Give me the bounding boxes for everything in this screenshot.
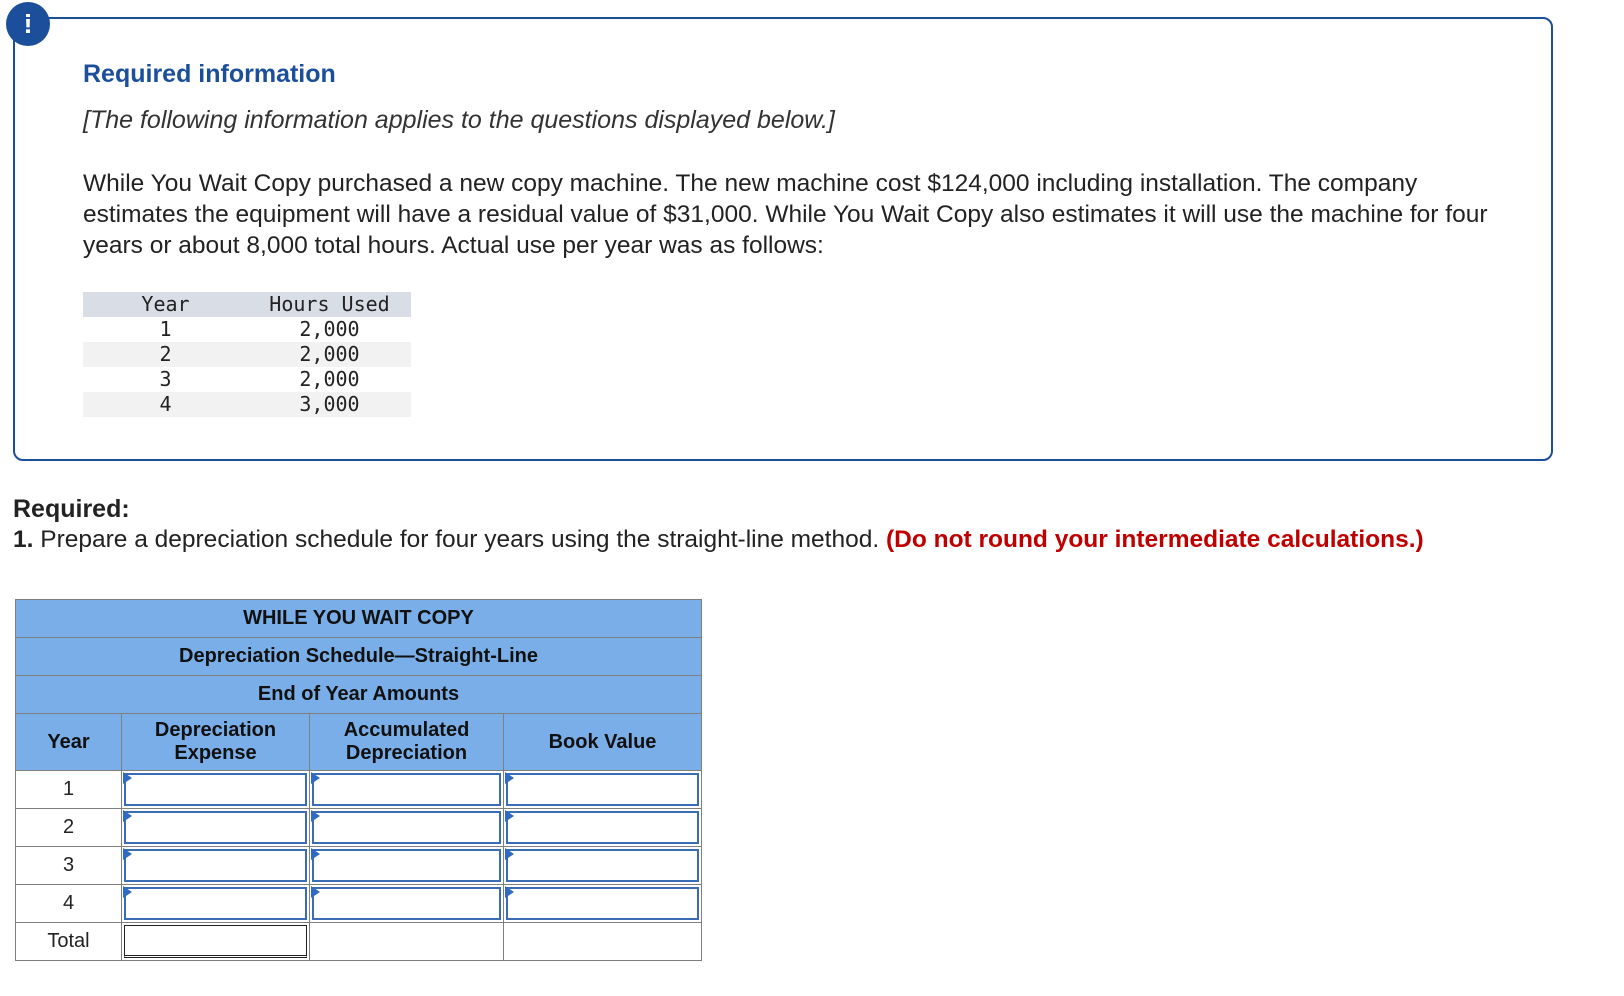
required-label: Required: [13,495,130,523]
input-marker-icon [505,848,514,860]
hours-col-hours-used: Hours Used [269,292,390,316]
schedule-title: Depreciation Schedule—Straight-Line [16,638,702,676]
table-row [16,885,702,923]
hours-value-cell: 3,000 [299,392,360,416]
hours-value-cell: 2,000 [299,342,360,366]
col-header-dep-line2: Expense [174,742,257,764]
depreciation-schedule-table [15,599,702,961]
hours-year-cell: 2 [159,342,172,366]
year-cell: 4 [16,885,122,923]
problem-paragraph: While You Wait Copy purchased a new copy machine. The new machine cost $124,000 including installation. The company estimates the equipment will have a residual value of $31,000. While You Wait Copy also estimates it will use the machine for four years or about 8,000 total hours. Actual use per year was as follows: [83,170,1488,259]
input-marker-icon [505,772,514,784]
col-header-dep-line1: Depreciation [154,719,277,741]
dep-expense-cell [122,771,310,809]
schedule-company-name: WHILE YOU WAIT COPY [16,600,702,638]
hours-year-cell: 4 [159,392,172,416]
blank-cell [504,923,702,961]
dep-expense-input-year-1[interactable] [124,773,307,806]
col-header-accum-line1: Accumulated [343,719,470,741]
col-header-year: Year [16,714,122,771]
dep-expense-cell [122,885,310,923]
col-header-accumulated-depreciation [310,714,504,771]
table-row [16,809,702,847]
schedule-subtitle: End of Year Amounts [16,676,702,714]
dep-expense-input-year-2[interactable] [124,811,307,844]
input-marker-icon [123,886,132,898]
table-row [83,367,411,392]
book-value-input-year-1[interactable] [506,773,699,806]
requirement-number: 1. [13,526,34,553]
book-value-cell [504,771,702,809]
input-marker-icon [311,810,320,822]
accum-dep-cell [310,847,504,885]
rounding-warning: (Do not round your intermediate calculations.) [885,526,1424,553]
input-marker-icon [505,810,514,822]
accum-dep-input-year-1[interactable] [312,773,501,806]
total-expense-cell [122,923,310,961]
blank-cell [310,923,504,961]
table-row [83,392,411,417]
book-value-cell [504,809,702,847]
accum-dep-input-year-2[interactable] [312,811,501,844]
input-marker-icon [311,848,320,860]
hours-year-cell: 3 [159,367,172,391]
accum-dep-input-year-3[interactable] [312,849,501,882]
table-row [83,342,411,367]
input-marker-icon [123,848,132,860]
book-value-input-year-2[interactable] [506,811,699,844]
input-marker-icon [123,810,132,822]
col-header-book-value: Book Value [504,714,702,771]
alert-icon: ! [6,2,50,46]
table-row-total [16,923,702,961]
book-value-cell [504,847,702,885]
table-row [83,317,411,342]
total-label: Total [16,923,122,961]
dep-expense-input-year-4[interactable] [124,887,307,920]
year-cell: 2 [16,809,122,847]
col-header-depreciation-expense [122,714,310,771]
required-information-title: Required information [83,60,336,88]
required-instruction [13,526,1424,554]
requirement-text: Prepare a depreciation schedule for four years using the straight-line method. [40,526,880,553]
info-intro: [The following information applies to the questions displayed below.] [83,106,835,134]
input-marker-icon [123,772,132,784]
year-cell: 3 [16,847,122,885]
year-cell: 1 [16,771,122,809]
input-marker-icon [311,772,320,784]
hours-value-cell: 2,000 [299,367,360,391]
book-value-input-year-4[interactable] [506,887,699,920]
dep-expense-input-year-3[interactable] [124,849,307,882]
hours-table-header-row [83,292,411,317]
hours-value-cell: 2,000 [299,317,360,341]
dep-expense-cell [122,809,310,847]
book-value-input-year-3[interactable] [506,849,699,882]
accum-dep-cell [310,809,504,847]
book-value-cell [504,885,702,923]
hours-col-year: Year [141,292,190,316]
input-marker-icon [505,886,514,898]
input-marker-icon [311,886,320,898]
accum-dep-cell [310,771,504,809]
table-row [16,847,702,885]
accum-dep-cell [310,885,504,923]
total-dep-expense-input[interactable] [124,925,307,958]
accum-dep-input-year-4[interactable] [312,887,501,920]
dep-expense-cell [122,847,310,885]
hours-used-table [83,292,411,417]
hours-year-cell: 1 [159,317,172,341]
col-header-accum-line2: Depreciation [345,742,468,764]
table-row [16,771,702,809]
